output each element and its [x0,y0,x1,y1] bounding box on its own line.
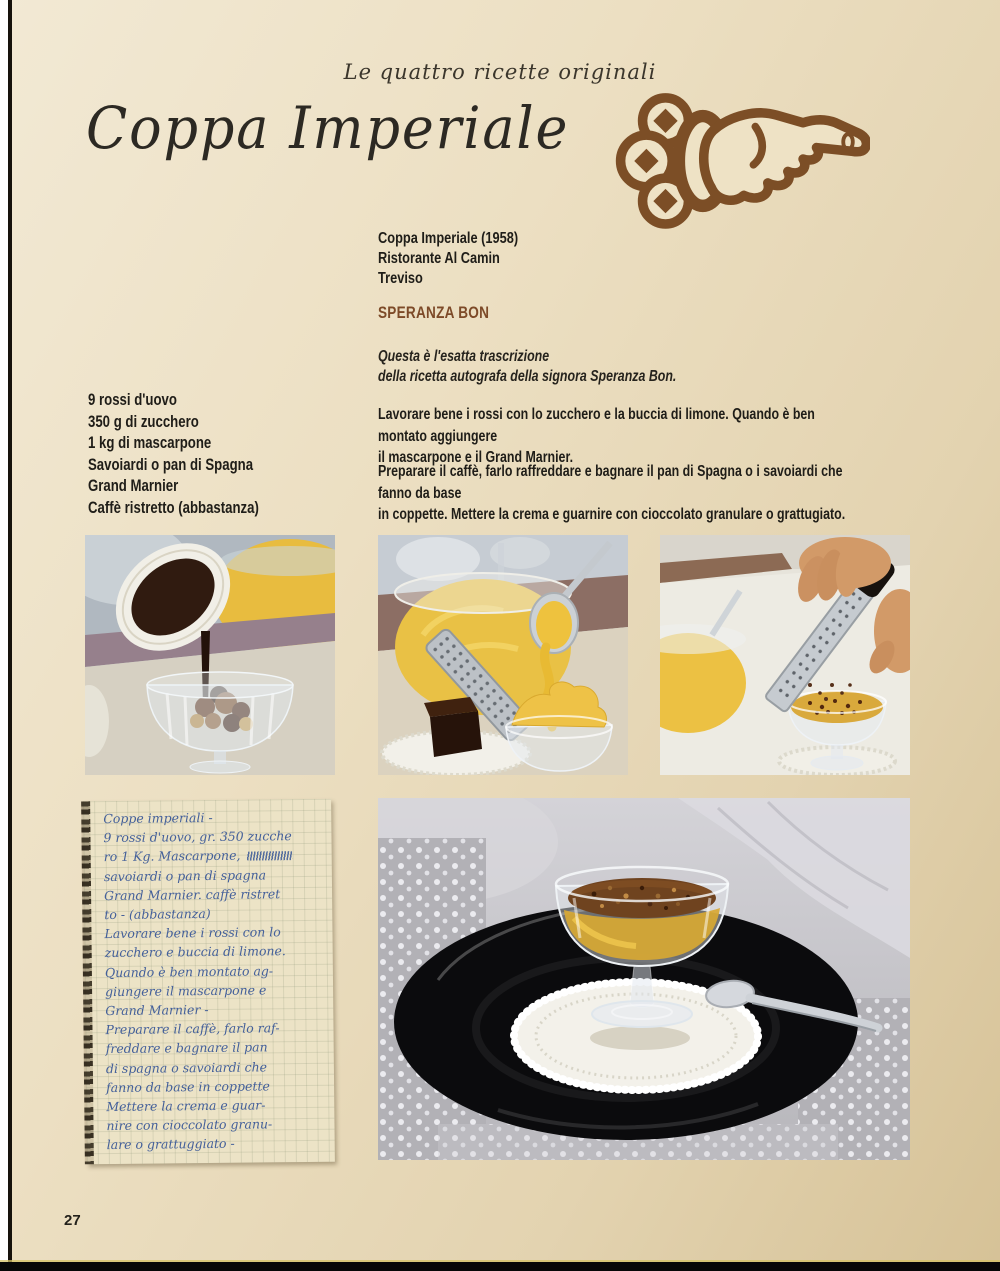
note-line: Grand Marnier. caffè ristret [104,886,281,903]
note-line: zucchero e buccia di limone. [104,943,286,961]
note-line: fanno da base in coppette [106,1078,270,1095]
ingredients-list [88,390,302,519]
note-line: Grand Marnier - [105,1002,209,1019]
series-title: Le quattro ricette originali [343,60,657,84]
ingredient-item: Savoiardi o pan di Spagna [88,455,254,474]
note-line: lare o grattuggiato - [106,1136,235,1153]
note-line: Coppe imperiali - [103,809,213,827]
photo-pouring-coffee [85,535,335,775]
note-line: savoiardi o pan di spagna [103,867,267,884]
note-line: freddare e bagnare il pan [105,1039,268,1057]
note-line: Preparare il caffè, farlo raf- [105,1020,280,1038]
step-paragraph-1: Lavorare bene i rossi con lo zucchero e la buccia di limone. Quando è ben montato aggiungere il mascarpone e il Grand Marnier. [378,406,815,466]
ingredient-item: Caffè ristretto (abbastanza) [88,498,259,517]
handwritten-recipe-note [83,799,335,1165]
city-name: Treviso [378,270,423,287]
photo-cream-spoon [378,535,628,775]
ingredient-item: Grand Marnier [88,477,179,495]
torn-paper-edge [81,801,94,1164]
note-line: di spagna o savoiardi che [105,1059,268,1076]
note-line: giungere il mascarpone e [105,982,267,999]
ingredient-item: 350 g di zucchero [88,412,199,431]
recipe-header [378,229,553,289]
ink-scribble [246,852,292,861]
author-name: SPERANZA BON [378,303,490,322]
restaurant-name: Ristorante Al Camin [378,250,500,267]
page-number: 27 [64,1212,81,1229]
step-paragraph-2: Preparare il caffè, farlo raffreddare e bagnare il pan di Spagna o i savoiardi che fanno da base in coppette. Mettere la crema e guarnire con cioccolato granulare o grattugiato. [378,463,846,523]
photo-finished-dessert [378,798,910,1160]
note-line: to - (abbastanza) [104,905,211,923]
note-line: 9 rossi d'uovo, gr. 350 zucche [103,828,292,846]
pointing-hand-icon [612,86,870,234]
note-line: Mettere la crema e guar- [106,1097,266,1115]
note-line: nire con cioccolato granu- [106,1116,273,1134]
transcription-note: Questa è l'esatta trascrizione della ricetta autografa della signora Speranza Bon. [378,348,677,385]
ingredient-item: 9 rossi d'uovo [88,391,177,409]
note-line: ro 1 Kg. Mascarpone, [104,845,328,867]
recipe-name-year: Coppa Imperiale (1958) [378,230,519,247]
spine-shadow [8,0,12,1271]
bottom-frame [0,1262,1000,1271]
note-text [103,807,331,1155]
note-line: Quando è ben montato ag- [104,962,274,980]
left-page-edge [0,0,8,1271]
photo-grating-chocolate [660,535,910,775]
note-line: Lavorare bene i rossi con lo [104,924,281,942]
ingredient-item: 1 kg di mascarpone [88,434,212,452]
page-title: Coppa Imperiale [86,94,570,162]
